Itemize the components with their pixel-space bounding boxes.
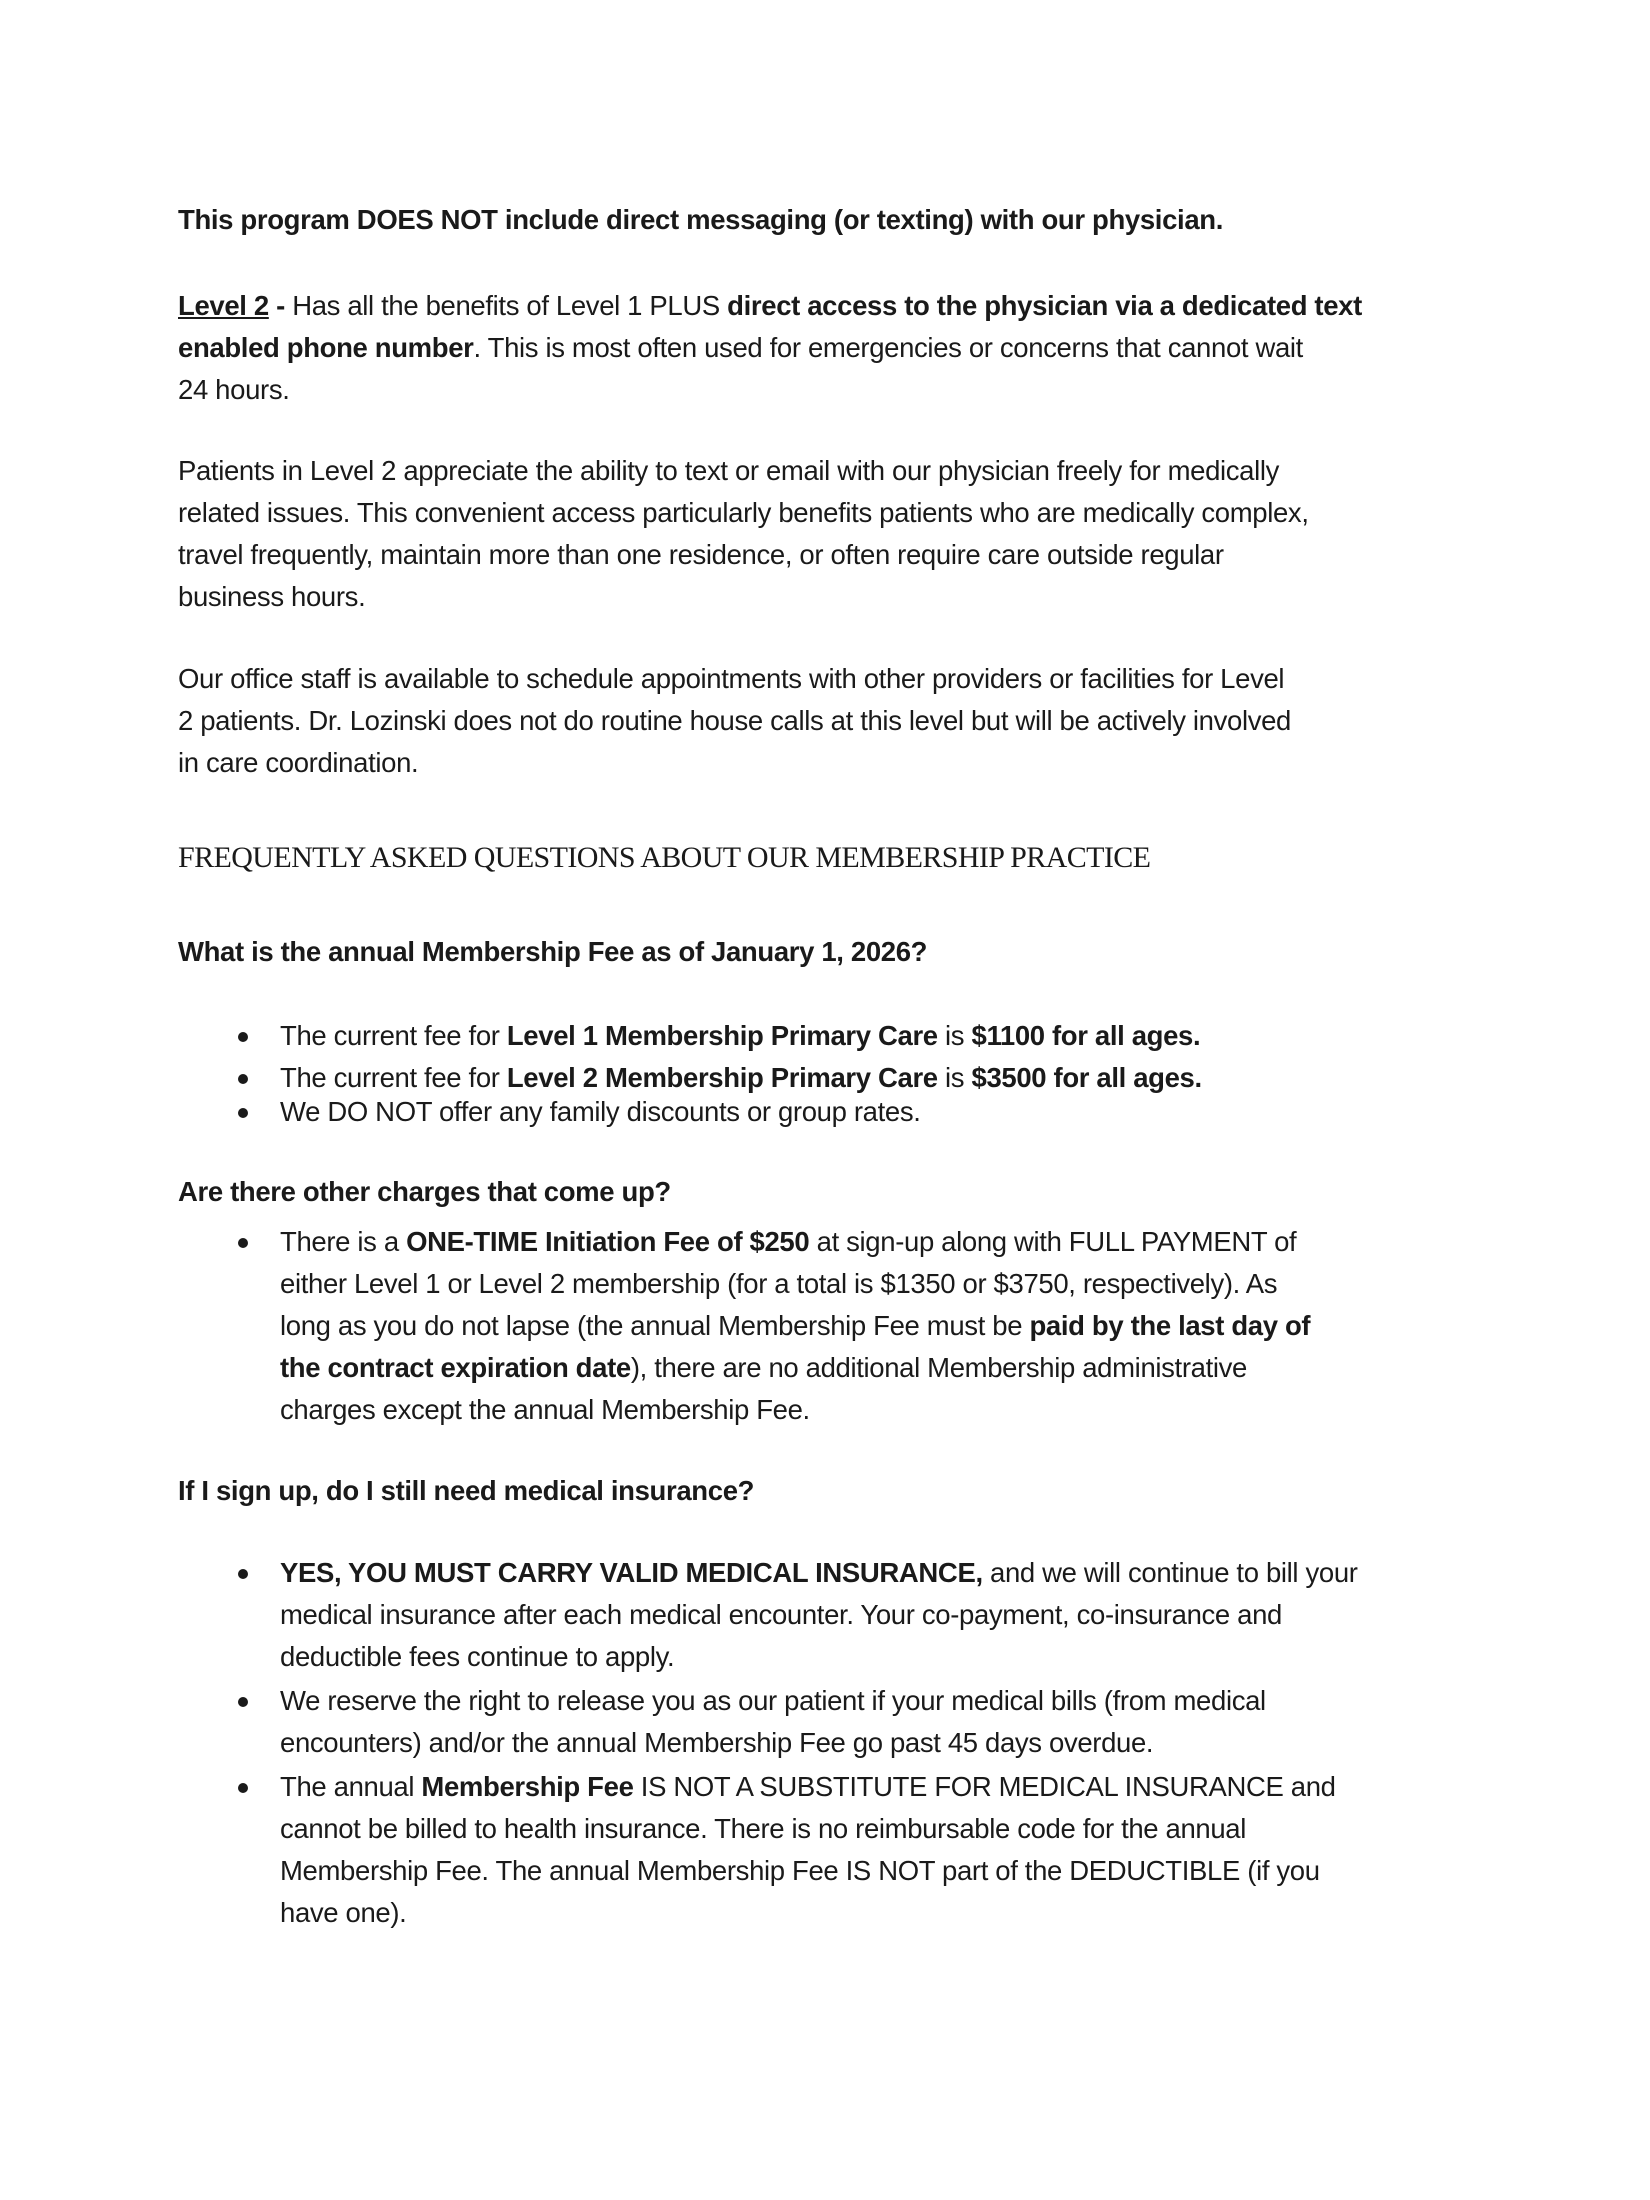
text-line — [280, 1766, 1336, 1808]
text-line — [280, 1015, 1200, 1057]
text: The annual — [280, 1771, 422, 1802]
text: in care coordination. — [178, 747, 419, 778]
text-line — [178, 492, 1309, 534]
paragraph — [178, 1470, 754, 1512]
text: is — [937, 1062, 972, 1093]
text: We DO NOT offer any family discounts or group rates. — [280, 1096, 921, 1127]
bullet-item — [280, 1091, 921, 1133]
text-line — [280, 1347, 1310, 1389]
text: travel frequently, maintain more than one residence, or often require care outside regular — [178, 539, 1224, 570]
text-line — [280, 1636, 1358, 1678]
text: We reserve the right to release you as our patient if your medical bills (from medical — [280, 1685, 1266, 1716]
bold-text: - — [268, 290, 293, 321]
text-line — [178, 534, 1309, 576]
text-line — [280, 1305, 1310, 1347]
paragraph — [178, 931, 927, 973]
text: Has all the benefits of Level 1 PLUS — [292, 290, 728, 321]
paragraph — [178, 285, 1362, 411]
bold-text: $1100 for all ages. — [971, 1020, 1201, 1051]
text-line — [178, 450, 1309, 492]
bold-text: $3500 for all ages. — [971, 1062, 1202, 1093]
bold-text: If I sign up, do I still need medical insurance? — [178, 1475, 755, 1506]
bold-text: Level 2 — [178, 290, 269, 321]
text-line — [178, 1171, 671, 1213]
text-line — [178, 576, 1309, 618]
text: There is a — [280, 1226, 407, 1257]
bold-text: Are there other charges that come up? — [178, 1176, 671, 1207]
text: Membership Fee. The annual Membership Fee IS NOT part of the DEDUCTIBLE (if you — [280, 1855, 1320, 1886]
text-line — [178, 327, 1362, 369]
bullet-item — [280, 1221, 1310, 1431]
text-line — [280, 1594, 1358, 1636]
text: encounters) and/or the annual Membership Fee go past 45 days overdue. — [280, 1727, 1154, 1758]
text-line — [178, 285, 1362, 327]
bullet-item — [280, 1766, 1336, 1934]
text: FREQUENTLY ASKED QUESTIONS ABOUT OUR MEMBERSHIP PRACTICE — [178, 841, 1151, 874]
text-line — [280, 1722, 1266, 1764]
bold-text: Membership Fee — [421, 1771, 634, 1802]
text-line — [178, 837, 1150, 879]
text: and we will continue to bill your — [982, 1557, 1358, 1588]
text: either Level 1 or Level 2 membership (for a total is $1350 or $3750, respectively). As — [280, 1268, 1278, 1299]
text-line — [178, 931, 927, 973]
bullet-item — [280, 1552, 1358, 1678]
text-line — [280, 1808, 1336, 1850]
text-line — [280, 1850, 1336, 1892]
text: charges except the annual Membership Fee. — [280, 1394, 810, 1425]
text-line — [280, 1389, 1310, 1431]
text: Patients in Level 2 appreciate the ability to text or email with our physician freely for medically — [178, 455, 1280, 486]
bold-text: YES, YOU MUST CARRY VALID MEDICAL INSURANCE, — [280, 1557, 983, 1588]
text: 24 hours. — [178, 374, 290, 405]
text-line — [280, 1263, 1310, 1305]
text: Our office staff is available to schedule appointments with other providers or facilities for Level — [178, 663, 1285, 694]
bold-text: ONE-TIME Initiation Fee of $250 — [406, 1226, 810, 1257]
text: business hours. — [178, 581, 366, 612]
text: ), there are no additional Membership administrative — [630, 1352, 1247, 1383]
bold-text: Level 2 Membership Primary Care — [506, 1062, 938, 1093]
bold-text: the contract expiration date — [280, 1352, 631, 1383]
bold-text: paid by the last day of — [1029, 1310, 1311, 1341]
text: IS NOT A SUBSTITUTE FOR MEDICAL INSURANCE and — [633, 1771, 1336, 1802]
bold-text: What is the annual Membership Fee as of January 1, 2026? — [178, 936, 928, 967]
text-line — [178, 658, 1291, 700]
paragraph — [178, 1171, 671, 1213]
bold-text: Level 1 Membership Primary Care — [506, 1020, 938, 1051]
text: is — [937, 1020, 972, 1051]
paragraph — [178, 199, 1223, 241]
text: deductible fees continue to apply. — [280, 1641, 675, 1672]
text-line — [280, 1680, 1266, 1722]
text: . This is most often used for emergencies or concerns that cannot wait — [473, 332, 1303, 363]
bullet-item — [280, 1015, 1200, 1057]
paragraph — [178, 658, 1291, 784]
text: at sign-up along with FULL PAYMENT of — [809, 1226, 1297, 1257]
text: related issues. This convenient access particularly benefits patients who are medically complex, — [178, 497, 1309, 528]
text-line — [178, 742, 1291, 784]
text: medical insurance after each medical encounter. Your co-payment, co-insurance and — [280, 1599, 1282, 1630]
text: 2 patients. Dr. Lozinski does not do routine house calls at this level but will be actively involved — [178, 705, 1291, 736]
section-heading — [178, 837, 1150, 879]
text-line — [280, 1091, 921, 1133]
text-line — [178, 369, 1362, 411]
paragraph — [178, 450, 1309, 618]
text: The current fee for — [280, 1020, 507, 1051]
text: The current fee for — [280, 1062, 507, 1093]
bullet-item — [280, 1680, 1266, 1764]
text-line — [280, 1892, 1336, 1934]
text-line — [178, 1470, 754, 1512]
text: have one). — [280, 1897, 407, 1928]
text: long as you do not lapse (the annual Membership Fee must be — [280, 1310, 1030, 1341]
text-line — [280, 1221, 1310, 1263]
bold-text: enabled phone number — [178, 332, 474, 363]
text-line — [178, 700, 1291, 742]
text-line — [178, 199, 1223, 241]
bold-text: This program DOES NOT include direct messaging (or texting) with our physician. — [178, 204, 1223, 235]
text-line — [280, 1552, 1358, 1594]
bold-text: direct access to the physician via a dedicated text — [727, 290, 1362, 321]
text: cannot be billed to health insurance. There is no reimbursable code for the annual — [280, 1813, 1247, 1844]
